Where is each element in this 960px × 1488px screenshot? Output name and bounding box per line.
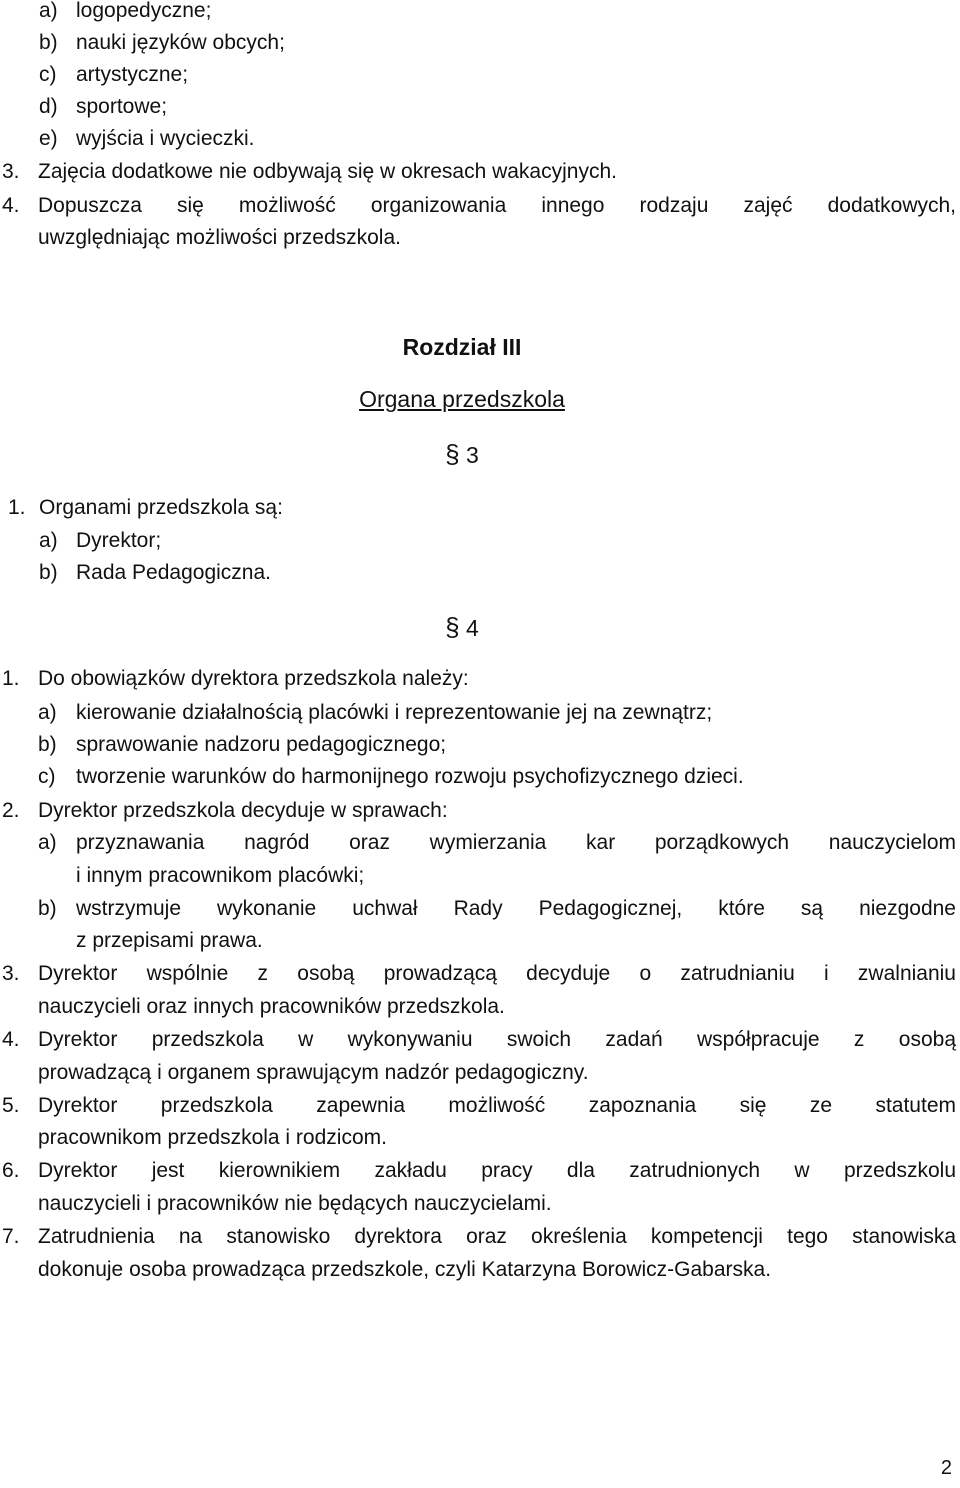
list-item-text: nauki języków obcych; xyxy=(76,31,285,54)
paragraph-text: Dyrektor wspólnie z osobą prowadzącą decyduje o zatrudnianiu i zwalnianiu xyxy=(38,962,956,985)
list-item-text: sprawowanie nadzoru pedagogicznego; xyxy=(76,733,447,756)
paragraph-text-cont: nauczycieli oraz innych pracowników przedszkola. xyxy=(38,995,505,1018)
paragraph-text-cont: dokonuje osoba prowadząca przedszkole, czyli Katarzyna Borowicz-Gabarska. xyxy=(38,1258,772,1281)
paragraph-number: 6. xyxy=(2,1159,20,1182)
list-item-label: e) xyxy=(39,127,58,150)
section-heading-4 xyxy=(0,611,924,645)
list-item-label: d) xyxy=(39,95,58,118)
list-item-text: wstrzymuje wykonanie uchwał Rady Pedagogicznej, które są niezgodne xyxy=(76,897,956,920)
paragraph-text-cont: uwzględniając możliwości przedszkola. xyxy=(38,226,401,249)
list-item-text: przyznawania nagród oraz wymierzania kar porządkowych nauczycielom xyxy=(76,831,956,854)
list-item-text: artystyczne; xyxy=(76,63,189,86)
chapter-subtitle xyxy=(0,383,924,416)
list-item-text: logopedyczne; xyxy=(76,0,212,22)
list-item-label: b) xyxy=(39,31,58,54)
list-item-label: c) xyxy=(39,63,57,86)
list-item-label: a) xyxy=(38,831,57,854)
list-item-text: Dyrektor; xyxy=(76,529,162,552)
paragraph-text: Dyrektor przedszkola zapewnia możliwość zapoznania się ze statutem xyxy=(38,1094,956,1117)
list-item-label: b) xyxy=(38,733,57,756)
paragraph-text: Zatrudnienia na stanowisko dyrektora oraz określenia kompetencji tego stanowiska xyxy=(38,1225,956,1248)
chapter-title: Rozdział III xyxy=(402,334,522,360)
list-item-label: c) xyxy=(38,765,56,788)
list-item-text: wyjścia i wycieczki. xyxy=(76,127,255,150)
list-item-label: a) xyxy=(39,0,58,22)
list-item-label: b) xyxy=(39,561,58,584)
paragraph-number: 4. xyxy=(2,194,20,217)
section-number: 4 xyxy=(466,615,479,641)
paragraph-number: 2. xyxy=(2,799,20,822)
paragraph-text: Dyrektor jest kierownikiem zakładu pracy dla zatrudnionych w przedszkolu xyxy=(38,1159,956,1182)
paragraph-text: Zajęcia dodatkowe nie odbywają się w okresach wakacyjnych. xyxy=(38,160,617,183)
paragraph-number: 7. xyxy=(2,1225,20,1248)
paragraph-text: Dopuszcza się możliwość organizowania innego rodzaju zajęć dodatkowych, xyxy=(38,194,956,217)
page-number: 2 xyxy=(940,1457,952,1479)
chapter-subtitle-text: Organa przedszkola xyxy=(359,386,565,412)
list-item-label: a) xyxy=(38,701,57,724)
section-heading-3 xyxy=(0,438,924,472)
list-item-text: tworzenie warunków do harmonijnego rozwoju psychofizycznego dzieci. xyxy=(76,765,744,788)
paragraph-text: Do obowiązków dyrektora przedszkola należy: xyxy=(38,667,469,690)
list-item-label: b) xyxy=(38,897,57,920)
list-item-text: kierowanie działalnością placówki i reprezentowanie jej na zewnątrz; xyxy=(76,701,713,724)
paragraph-number: 5. xyxy=(2,1094,20,1117)
section-sign: § xyxy=(445,439,460,469)
paragraph-number: 3. xyxy=(2,962,20,985)
paragraph-number: 1. xyxy=(2,667,20,690)
paragraph-text-cont: pracownikom przedszkola i rodzicom. xyxy=(38,1126,387,1149)
list-item-text: Rada Pedagogiczna. xyxy=(76,561,271,584)
paragraph-text-cont: prowadzącą i organem sprawującym nadzór pedagogiczny. xyxy=(38,1061,589,1084)
list-item-text-cont: z przepisami prawa. xyxy=(76,929,263,952)
section-sign: § xyxy=(445,612,460,642)
list-item-label: a) xyxy=(39,529,58,552)
list-item-text-cont: i innym pracownikom placówki; xyxy=(76,864,365,887)
paragraph-text-cont: nauczycieli i pracowników nie będących nauczycielami. xyxy=(38,1192,552,1215)
paragraph-number: 4. xyxy=(2,1028,20,1051)
paragraph-text: Organami przedszkola są: xyxy=(39,496,283,519)
paragraph-number: 1. xyxy=(8,496,26,519)
section-number: 3 xyxy=(466,442,479,468)
paragraph-text: Dyrektor przedszkola w wykonywaniu swoich zadań współpracuje z osobą xyxy=(38,1028,956,1051)
list-item-text: sportowe; xyxy=(76,95,168,118)
paragraph-text: Dyrektor przedszkola decyduje w sprawach: xyxy=(38,799,448,822)
paragraph-number: 3. xyxy=(2,160,20,183)
